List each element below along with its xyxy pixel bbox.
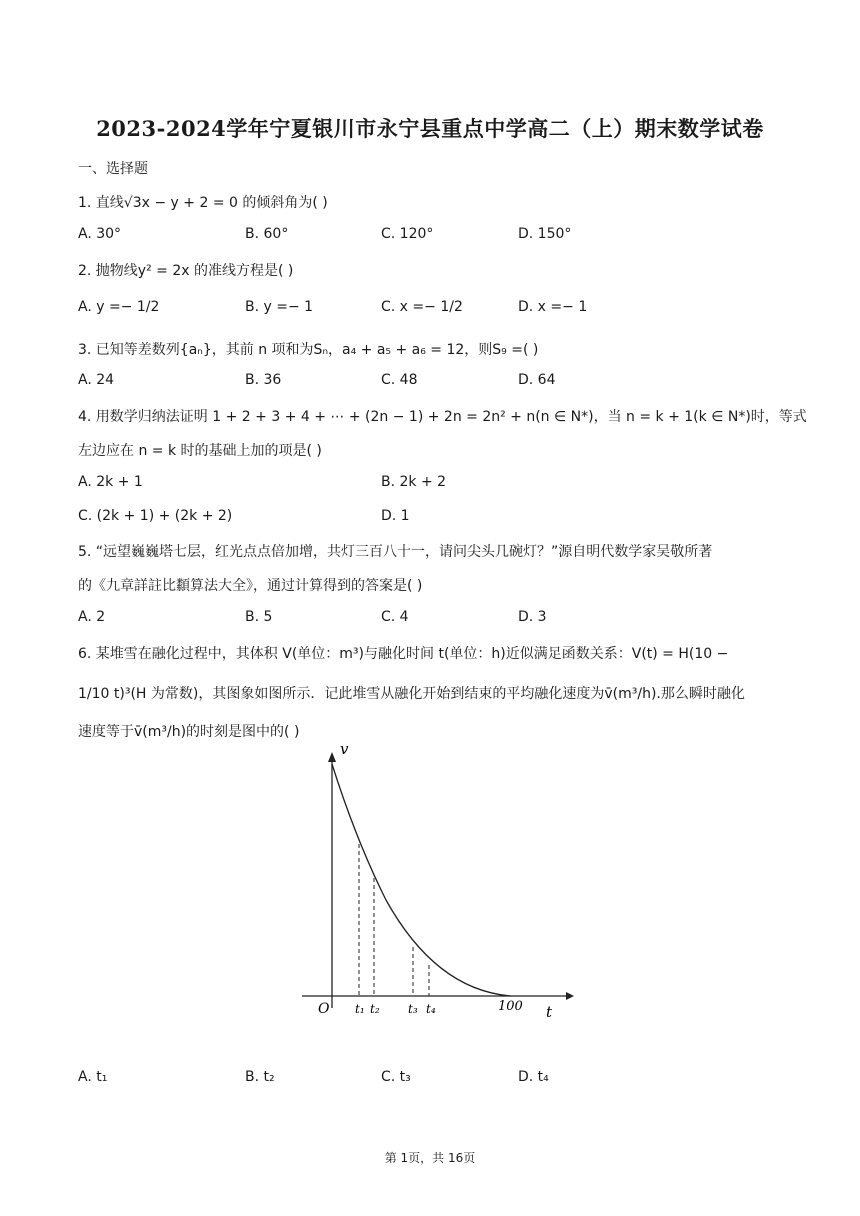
question-4-stem-line-1: 4. 用数学归纳法证明 1 + 2 + 3 + 4 + ⋯ + (2n − 1) + 2n = 2n² + n(n ∈ N*)，当 n = k + 1(k ∈ N*)时，等式	[78, 409, 807, 425]
q4-option-b: B. 2k + 2	[381, 474, 447, 490]
q6-option-a: A. t₁	[78, 1069, 108, 1085]
q3-option-a: A. 24	[78, 372, 115, 388]
tick-label-t3: t₃	[408, 1002, 418, 1016]
y-axis-label: v	[340, 740, 349, 758]
q1-option-c: C. 120°	[381, 226, 434, 242]
question-1-stem: 1. 直线√3x − y + 2 = 0 的倾斜角为( )	[78, 195, 328, 211]
question-5-stem-line-1: 5. “远望巍巍塔七层，红光点点倍加增，共灯三百八十一，请问尖头几碗灯？”源自明代数学家吴敬所著	[78, 544, 713, 560]
melting-speed-graph	[296, 740, 576, 1025]
q4-option-a: A. 2k + 1	[78, 474, 143, 490]
question-5-stem-line-2: 的《九章詳註比纇算法大全》，通过计算得到的答案是( )	[78, 578, 423, 594]
tick-label-t2: t₂	[370, 1002, 380, 1016]
question-6-stem-line-1: 6. 某堆雪在融化过程中，其体积 V(单位：m³)与融化时间 t(单位：h)近似满足函数关系：V(t) = H(10 −	[78, 646, 729, 662]
page-title: 2023-2024学年宁夏银川市永宁县重点中学高二（上）期末数学试卷	[96, 116, 764, 141]
q6-option-c: C. t₃	[381, 1069, 411, 1085]
q3-option-b: B. 36	[245, 372, 282, 388]
question-6-stem-line-2: 1/10 t)³(H 为常数)，其图象如图所示．记此堆雪从融化开始到结束的平均融化速度为v̄(m³/h).那么瞬时融化	[78, 686, 745, 702]
q4-option-d: D. 1	[381, 508, 410, 524]
q2-option-d: D. x =− 1	[518, 299, 588, 315]
q5-option-a: A. 2	[78, 609, 106, 625]
q4-option-c: C. (2k + 1) + (2k + 2)	[78, 508, 233, 524]
question-6-stem-line-3: 速度等于v̄(m³/h)的时刻是图中的( )	[78, 724, 300, 740]
section-heading: 一、选择题	[78, 161, 148, 177]
tick-label-t4: t₄	[426, 1002, 436, 1016]
q3-option-d: D. 64	[518, 372, 556, 388]
q6-option-d: D. t₄	[518, 1069, 549, 1085]
q2-option-c: C. x =− 1/2	[381, 299, 463, 315]
q1-option-d: D. 150°	[518, 226, 572, 242]
q1-option-a: A. 30°	[78, 226, 122, 242]
x-axis-label: t	[546, 1003, 553, 1021]
x-axis-arrow	[566, 992, 574, 1000]
y-axis-arrow	[328, 752, 336, 762]
q5-option-b: B. 5	[245, 609, 273, 625]
page-footer: 第 1页，共 16页	[384, 1151, 476, 1165]
q5-option-d: D. 3	[518, 609, 547, 625]
origin-label: O	[318, 1001, 330, 1017]
q2-option-a: A. y =− 1/2	[78, 299, 160, 315]
q3-option-c: C. 48	[381, 372, 418, 388]
tick-label-t1: t₁	[355, 1002, 365, 1016]
q6-option-b: B. t₂	[245, 1069, 275, 1085]
question-3-stem: 3. 已知等差数列{aₙ}，其前 n 项和为Sₙ，a₄ + a₅ + a₆ = 12，则S₉ =( )	[78, 342, 539, 358]
q1-option-b: B. 60°	[245, 226, 289, 242]
q5-option-c: C. 4	[381, 609, 409, 625]
q2-option-b: B. y =− 1	[245, 299, 314, 315]
question-4-stem-line-2: 左边应在 n = k 时的基础上加的项是( )	[78, 443, 322, 459]
question-2-stem: 2. 抛物线y² = 2x 的准线方程是( )	[78, 263, 294, 279]
tick-label-100: 100	[498, 999, 523, 1014]
